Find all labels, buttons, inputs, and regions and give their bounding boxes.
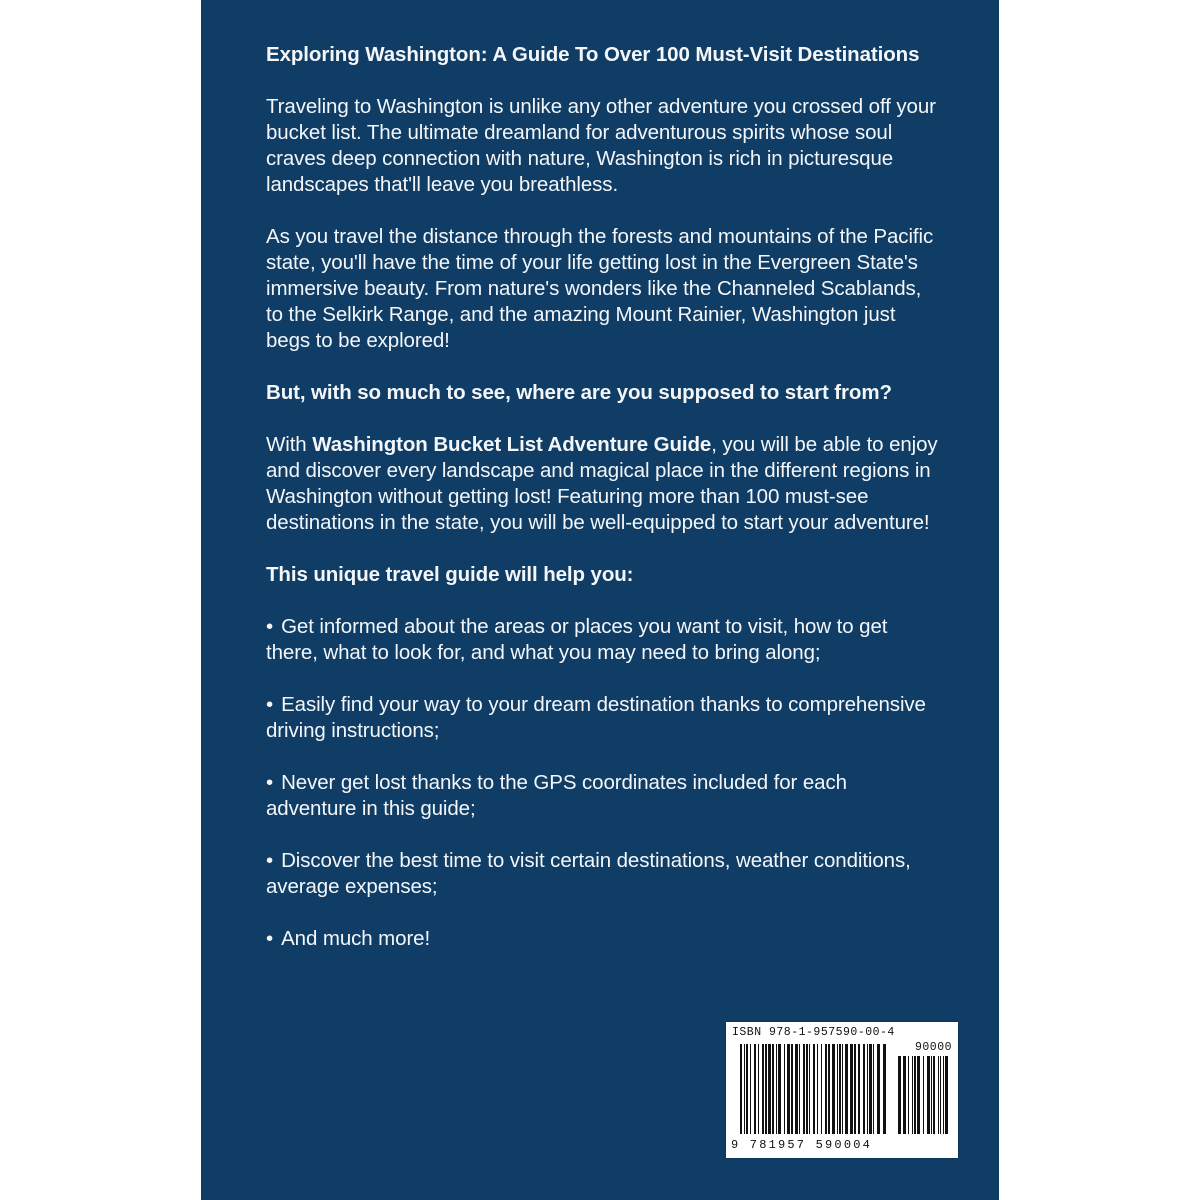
bullet-icon: • <box>266 849 274 872</box>
bullet-icon: • <box>266 693 274 716</box>
question-heading: But, with so much to see, where are you supposed to start from? <box>266 381 892 404</box>
cover-text <box>266 42 941 978</box>
back-cover <box>201 0 999 1200</box>
bullet-item <box>266 692 941 744</box>
bullet-text: Easily find your way to your dream destination thanks to comprehensive driving instructions; <box>266 693 926 742</box>
book-title: Washington Bucket List Adventure Guide <box>312 433 712 456</box>
intro-paragraph: Traveling to Washington is unlike any other adventure you crossed off your bucket list. The ultimate dreamland for adventurous spirits whose soul craves deep connection with nature, Washington is rich in picturesque landscapes that'll leave you breathless. <box>266 95 936 196</box>
bullet-item <box>266 848 941 900</box>
book-paragraph <box>266 432 941 536</box>
isbn-label: ISBN 978-1-957590-00-4 <box>732 1026 895 1039</box>
bullet-icon: • <box>266 927 274 950</box>
bullet-icon: • <box>266 615 274 638</box>
benefits-heading: This unique travel guide will help you: <box>266 563 634 586</box>
bullet-text: And much more! <box>281 927 431 950</box>
bullet-text: Never get lost thanks to the GPS coordinates included for each adventure in this guide; <box>266 771 847 820</box>
bullet-item <box>266 770 941 822</box>
ean-digits: 9 781957 590004 <box>731 1138 873 1152</box>
bullet-icon: • <box>266 771 274 794</box>
cover-title: Exploring Washington: A Guide To Over 100 Must-Visit Destinations <box>266 43 920 66</box>
bullet-item <box>266 926 941 952</box>
book-paragraph-rest: , you will be able to enjoy and discover every landscape and magical place in the different regions in Washington without getting lost! Featuring more than 100 must-see destinations in the state, you will be well-equipped to start your adventure! <box>266 433 938 534</box>
bullet-text: Discover the best time to visit certain destinations, weather conditions, average expenses; <box>266 849 911 898</box>
bullet-item <box>266 614 941 666</box>
price-code: 90000 <box>914 1041 952 1054</box>
description-paragraph: As you travel the distance through the forests and mountains of the Pacific state, you'll have the time of your life getting lost in the Evergreen State's immersive beauty. From nature's wonders like the Channeled Scablands, to the Selkirk Range, and the amazing Mount Rainier, Washington just begs to be explored! <box>266 225 934 352</box>
bullet-text: Get informed about the areas or places you want to visit, how to get there, what to look for, and what you may need to bring along; <box>266 615 888 664</box>
isbn-barcode <box>726 1022 958 1158</box>
book-paragraph-intro: With <box>266 433 313 456</box>
